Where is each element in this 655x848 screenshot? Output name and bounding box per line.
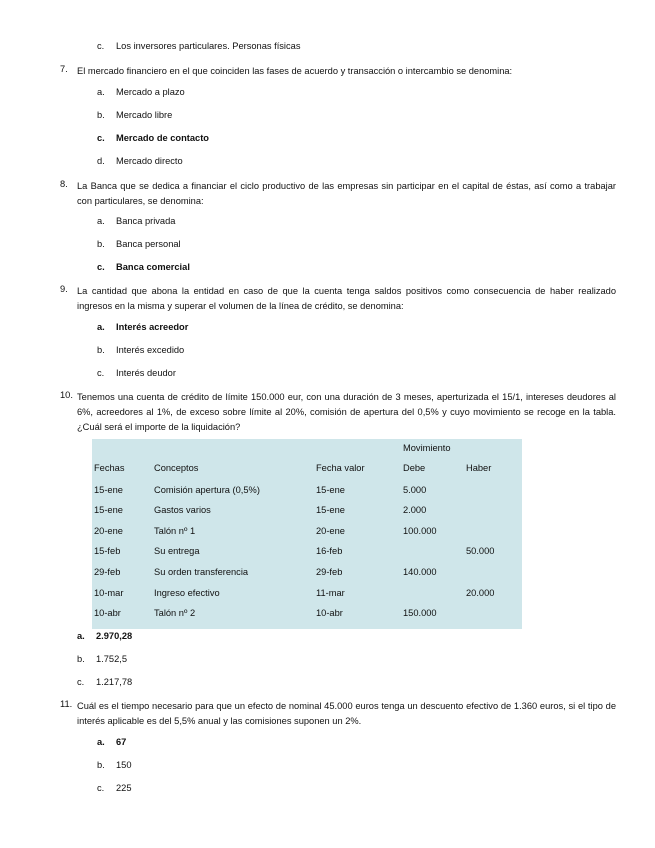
table-cell: Talón nº 1: [154, 526, 196, 536]
question-number: 8.: [60, 179, 68, 189]
table-cell: 5.000: [403, 485, 427, 495]
option-text: Banca comercial: [116, 262, 190, 272]
option-text: Banca personal: [116, 239, 181, 249]
option-text: 1.752,5: [96, 654, 128, 664]
table-header-fecha-valor: Fecha valor: [316, 463, 365, 473]
table-cell: Gastos varios: [154, 505, 211, 515]
option-text: 225: [116, 783, 132, 793]
table-cell: 10-mar: [94, 588, 124, 598]
option-letter: b.: [97, 760, 105, 770]
option-text: Interés deudor: [116, 368, 176, 378]
option-text: Mercado directo: [116, 156, 183, 166]
table-cell: Su entrega: [154, 546, 200, 556]
option-letter: c.: [97, 41, 105, 51]
option-letter: a.: [97, 87, 105, 97]
table-cell: 150.000: [403, 608, 437, 618]
option-text: 67: [116, 737, 127, 747]
option-letter: b.: [97, 110, 105, 120]
table-group-header: Movimiento: [403, 443, 451, 453]
table-cell: 16-feb: [316, 546, 343, 556]
table-cell: 15-ene: [94, 505, 123, 515]
table-cell: 20-ene: [94, 526, 123, 536]
option-letter: c.: [97, 368, 105, 378]
option-letter: c.: [97, 783, 105, 793]
option-text: Interés acreedor: [116, 322, 189, 332]
table-header-conceptos: Conceptos: [154, 463, 199, 473]
table-cell: Su orden transferencia: [154, 567, 249, 577]
table-cell: 140.000: [403, 567, 437, 577]
question-number: 9.: [60, 284, 68, 294]
option-letter: a.: [97, 737, 105, 747]
table-header-fechas: Fechas: [94, 463, 125, 473]
table-cell: Talón nº 2: [154, 608, 196, 618]
option-letter: b.: [77, 654, 85, 664]
table-header-debe: Debe: [403, 463, 426, 473]
table-cell: Ingreso efectivo: [154, 588, 220, 598]
option-text: 2.970,28: [96, 631, 133, 641]
question-text: El mercado financiero en el que coinciden las fases de acuerdo y transacción o intercambio se denomina:: [77, 66, 513, 76]
option-letter: a.: [97, 216, 105, 226]
option-text: Mercado libre: [116, 110, 173, 120]
option-text: Mercado a plazo: [116, 87, 185, 97]
option-text: Interés excedido: [116, 345, 185, 355]
table-cell: Comisión apertura (0,5%): [154, 485, 260, 495]
question-text: Cuál es el tiempo necesario para que un efecto de nominal 45.000 euros tenga un descuento efectivo de 1.360 euros, si el tipo de interés aplicable es del 5,5% anual y las comisiones suponen un 2%.: [77, 701, 616, 726]
question-text: La cantidad que abona la entidad en caso de que la cuenta tenga saldos positivos como consecuencia de haber realizado ingresos en la misma y superar el volumen de la línea de crédito, se denomina:: [77, 286, 616, 311]
table-cell: 20.000: [466, 588, 495, 598]
option-text: 1.217,78: [96, 677, 133, 687]
table-cell: 10-abr: [316, 608, 343, 618]
table-cell: 20-ene: [316, 526, 345, 536]
question-number: 11.: [60, 699, 73, 709]
table-cell: 15-ene: [316, 505, 345, 515]
option-text: 150: [116, 760, 132, 770]
option-letter: b.: [97, 345, 105, 355]
option-letter: d.: [97, 156, 105, 166]
option-letter: b.: [97, 239, 105, 249]
table-cell: 15-ene: [316, 485, 345, 495]
table-cell: 15-feb: [94, 546, 121, 556]
table-cell: 29-feb: [94, 567, 121, 577]
question-text: Tenemos una cuenta de crédito de límite 150.000 eur, con una duración de 3 meses, aperturizada el 15/1, intereses deudores al 6%, acreedores al 1%, de exceso sobre límite al 20%, comisión de apertura del 0,5% y cuyo movimiento se recoge en la tabla. ¿Cuál será el importe de la liquidación?: [77, 392, 616, 432]
option-letter: c.: [97, 133, 105, 143]
table-cell: 100.000: [403, 526, 437, 536]
table-cell: 11-mar: [316, 588, 345, 598]
option-text: Banca privada: [116, 216, 176, 226]
option-letter: c.: [97, 262, 105, 272]
option-letter: a.: [77, 631, 85, 641]
option-text: Mercado de contacto: [116, 133, 209, 143]
table-header-haber: Haber: [466, 463, 492, 473]
question-number: 7.: [60, 64, 68, 74]
table-cell: 2.000: [403, 505, 427, 515]
option-letter: c.: [77, 677, 85, 687]
option-text: Los inversores particulares. Personas físicas: [116, 41, 301, 51]
table-cell: 29-feb: [316, 567, 343, 577]
table-cell: 15-ene: [94, 485, 123, 495]
question-number: 10.: [60, 390, 73, 400]
question-text: La Banca que se dedica a financiar el ciclo productivo de las empresas sin participar en el capital de éstas, así como a trabajar con particulares, se denomina:: [77, 181, 616, 206]
table-cell: 10-abr: [94, 608, 121, 618]
table-cell: 50.000: [466, 546, 495, 556]
option-letter: a.: [97, 322, 105, 332]
